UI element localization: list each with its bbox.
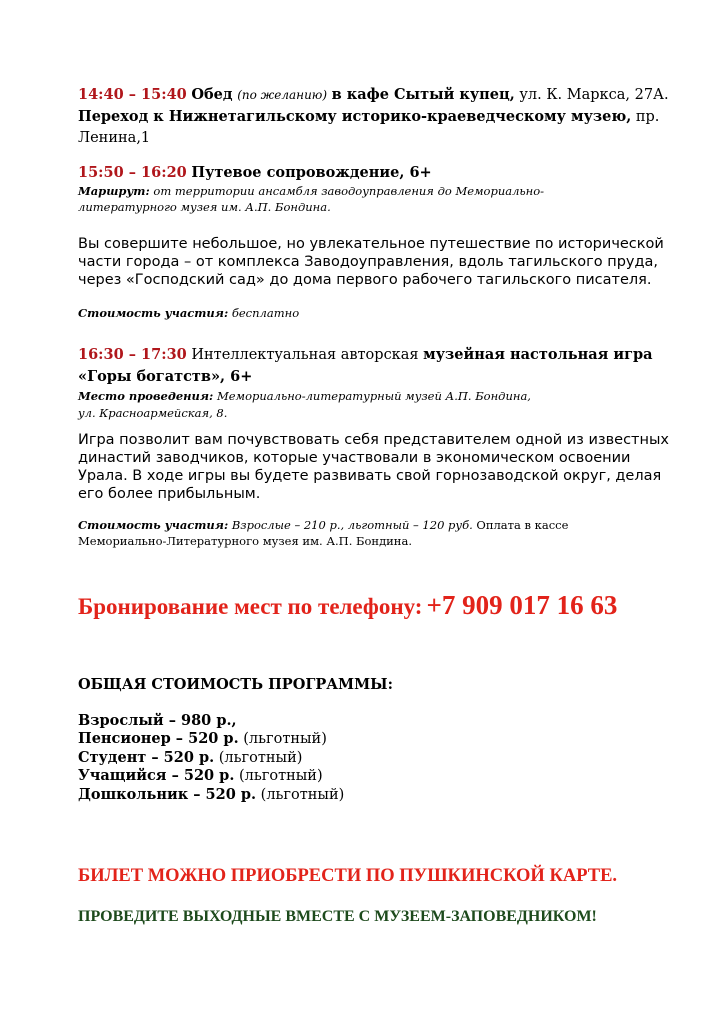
route xyxy=(78,183,698,215)
place-text-2: ул. Красноармейская, 8. xyxy=(78,406,228,420)
price-value: бесплатно xyxy=(231,306,300,320)
place-label: Место проведения: xyxy=(78,389,214,403)
price-note: (льготный) xyxy=(260,786,345,803)
price-label: Пенсионер – 520 р. xyxy=(78,730,239,747)
description-line: части города – от комплекса Заводоуправления, вдоль тагильского пруда, xyxy=(78,254,658,270)
event-title: Обед xyxy=(191,86,233,103)
price-label: Студент – 520 р. xyxy=(78,748,215,766)
place-text-1: Мемориально-литературный музей А.П. Бондина, xyxy=(216,389,531,403)
price-label: Учащийся – 520 р. xyxy=(78,767,235,784)
price-label: Стоимость участия: xyxy=(78,518,229,532)
description-line: Вы совершите небольшое, но увлекательное путешествие по исторической xyxy=(78,236,664,252)
price-note: (льготный) xyxy=(218,749,303,766)
total-heading: ОБЩАЯ СТОИМОСТЬ ПРОГРАММЫ: xyxy=(78,676,393,693)
transfer-title: Переход к Нижнетагильскому историко-краеведческому музею, xyxy=(78,108,632,125)
transfer-address-2: Ленина,1 xyxy=(78,130,151,146)
description-line: Игра позволит вам почувствовать себя представителем одной из известных xyxy=(78,432,670,448)
transfer-address-1: пр. xyxy=(635,109,660,125)
time-range: 16:30 – 17:30 xyxy=(78,346,187,363)
walk-description xyxy=(78,235,698,289)
schedule-item-lunch xyxy=(78,84,698,149)
lunch-line xyxy=(78,84,698,106)
pushkin-card-note: БИЛЕТ МОЖНО ПРИОБРЕСТИ ПО ПУШКИНСКОЙ КАРТЕ. xyxy=(78,866,618,886)
route-text-2: литературного музея им. А.П. Бондина. xyxy=(78,200,331,214)
price-label: Дошкольник – 520 р. xyxy=(78,785,257,803)
optional-note: (по желанию) xyxy=(237,88,328,102)
price-row xyxy=(78,749,698,768)
description-line: его более прибыльным. xyxy=(78,486,261,502)
schedule-item-game xyxy=(78,344,698,549)
price-row xyxy=(78,767,698,786)
price-label: Стоимость участия: xyxy=(78,306,229,320)
booking-phone: +7 909 017 16 63 xyxy=(426,590,618,620)
price-note: (льготный) xyxy=(243,731,327,747)
price-row xyxy=(78,730,698,749)
transfer-line xyxy=(78,106,698,128)
price-note-2: Мемориально-Литературного музея им. А.П. Бондина. xyxy=(78,534,412,548)
closing-slogan: ПРОВЕДИТЕ ВЫХОДНЫЕ ВМЕСТЕ С МУЗЕЕМ-ЗАПОВЕДНИКОМ! xyxy=(78,908,597,925)
game-title-2: «Горы богатств», 6+ xyxy=(78,368,253,385)
booking-line xyxy=(78,590,698,621)
address: ул. К. Маркса, 27А. xyxy=(519,87,669,103)
game-place xyxy=(78,388,698,422)
price-value: Взрослые – 210 р., льготный – 120 руб. xyxy=(231,518,473,532)
price-note-1: Оплата в кассе xyxy=(476,518,569,532)
description-line: через «Господский сад» до дома первого рабочего тагильского писателя. xyxy=(78,272,652,288)
walk-heading xyxy=(78,163,698,183)
description-line: Урала. В ходе игры вы будете развивать свой горнозаводской округ, делая xyxy=(78,468,662,484)
price-label: Взрослый – 980 р., xyxy=(78,711,237,729)
event-title: Путевое сопровождение, 6+ xyxy=(191,164,432,181)
game-title-1: музейная настольная игра xyxy=(423,346,653,363)
price-note: (льготный) xyxy=(238,768,323,784)
total-cost xyxy=(78,676,698,804)
route-label: Маршрут: xyxy=(78,184,150,198)
route-text-1: от территории ансамбля заводоуправления до Мемориально- xyxy=(153,184,545,198)
schedule-item-walk xyxy=(78,163,698,320)
time-range: 15:50 – 16:20 xyxy=(78,164,187,181)
price-row xyxy=(78,786,698,805)
description-line: династий заводчиков, которые участвовали в экономическом освоении xyxy=(78,450,631,466)
game-heading xyxy=(78,344,698,388)
game-description xyxy=(78,431,698,503)
game-intro: Интеллектуальная авторская xyxy=(191,347,419,363)
time-range: 14:40 – 15:40 xyxy=(78,86,187,103)
walk-price xyxy=(78,306,698,320)
booking-label: Бронирование мест по телефону: xyxy=(78,594,423,619)
venue: в кафе Сытый купец, xyxy=(331,86,515,103)
price-row xyxy=(78,712,698,731)
game-price xyxy=(78,517,698,549)
